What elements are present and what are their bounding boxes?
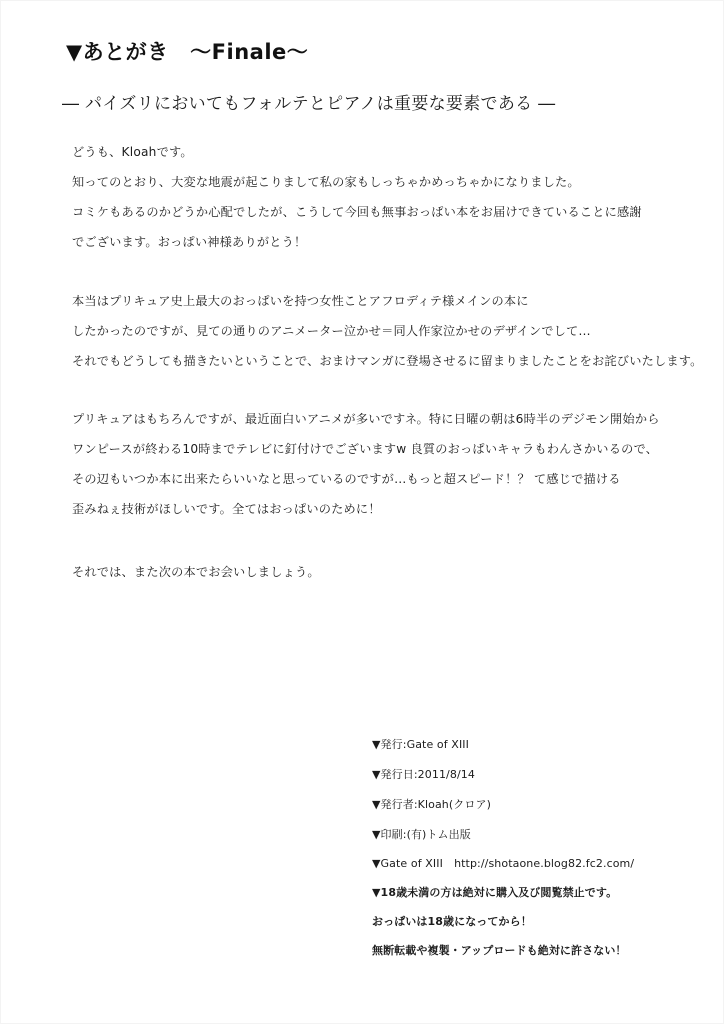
paragraph-2-line-2: したかったのですが、見ての通りのアニメーター泣かせ＝同人作家泣かせのデザインでして… [72,324,591,338]
paragraph-2-line-1: 本当はプリキュア史上最大のおっぱいを持つ女性ことアフロディテ様メインの本に [72,294,529,308]
colophon-age-note: おっぱいは18歳になってから！ [372,915,532,928]
afterword-title: ▼あとがき 〜Finale〜 [66,40,309,64]
colophon-website: ▼Gate of XIII http://shotaone.blog82.fc2.com/ [372,857,635,870]
paragraph-1-line-4: でございます。おっぱい神様ありがとう！ [72,235,307,249]
paragraph-2-line-3: それでもどうしても描きたいということで、おまけマンガに登場させるに留まりましたことをお詫びいたします。 [72,354,703,368]
colophon-printer: ▼印刷:(有)トム出版 [372,828,471,841]
paragraph-3-line-1: プリキュアはもちろんですが、最近面白いアニメが多いですネ。特に日曜の朝は6時半のデジモン開始から [72,412,660,426]
paragraph-1-line-1: どうも、Kloahです。 [72,145,193,159]
colophon-publisher: ▼発行:Gate of XIII [372,738,469,751]
paragraph-4-line-1: それでは、また次の本でお会いしましょう。 [72,565,320,579]
paragraph-3-line-2: ワンピースが終わる10時までテレビに釘付けでございますw 良質のおっぱいキャラもわんさかいるので、 [72,442,659,456]
paragraph-3-line-4: 歪みねぇ技術がほしいです。全てはおっぱいのために！ [72,502,381,516]
colophon-age-warning: ▼18歳未満の方は絶対に購入及び閲覧禁止です。 [372,886,618,899]
paragraph-1-line-2: 知ってのとおり、大変な地震が起こりまして私の家もしっちゃかめっちゃかになりました。 [72,175,580,189]
colophon-copyright-warning: 無断転載や複製・アップロードも絶対に許さない！ [372,944,627,957]
paragraph-1-line-3: コミケもあるのかどうか心配でしたが、こうして今回も無事おっぱい本をお届けできていることに感謝 [72,205,642,219]
paragraph-3-line-3: その辺もいつか本に出来たらいいなと思っているのですが…もっと超スピード！？ て感じで描ける [72,472,621,486]
colophon-date: ▼発行日:2011/8/14 [372,768,475,781]
colophon-issuer: ▼発行者:Kloah(クロア) [372,798,491,811]
afterword-subtitle: ― パイズリにおいてもフォルテとピアノは重要な要素である ― [62,94,556,114]
